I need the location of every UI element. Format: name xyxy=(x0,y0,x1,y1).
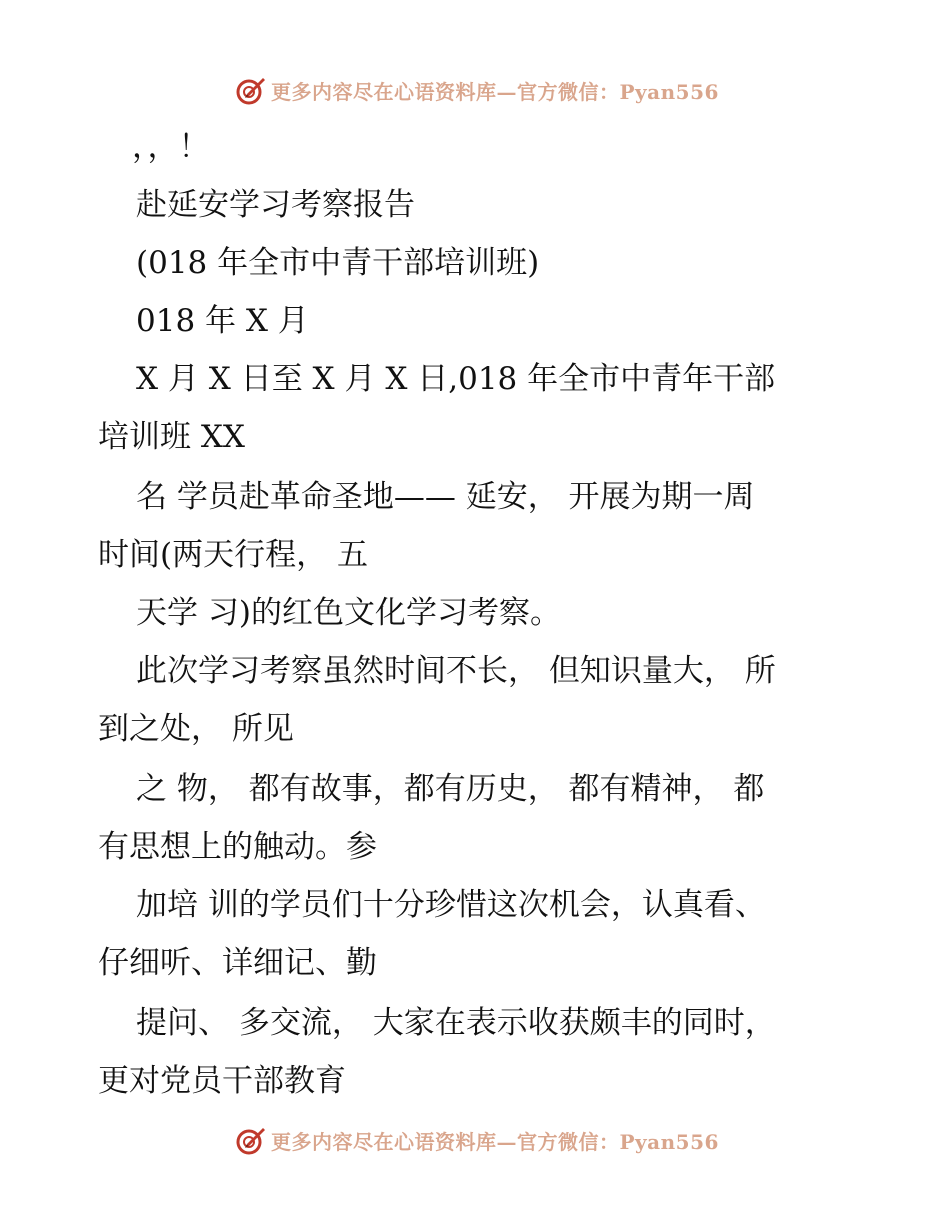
doc-line: 名 学员赴革命圣地—— 延安， 开展为期一周 xyxy=(136,479,755,515)
doc-line: 提问、 多交流， 大家在表示收获颇丰的同时， xyxy=(136,1005,776,1041)
doc-line: 之 物， 都有故事，都有历史， 都有精神， 都 xyxy=(136,771,765,807)
doc-subtitle: (018 年全市中青干部培训班) xyxy=(136,245,540,281)
doc-line: 天学 习)的红色文化学习考察。 xyxy=(136,595,561,631)
brush-logo-icon xyxy=(235,1124,267,1156)
banner-text: 更多内容尽在心语资料库—官方微信：Pyan556 xyxy=(271,79,719,104)
doc-line: 更对党员干部教育 xyxy=(98,1063,346,1099)
doc-line: 此次学习考察虽然时间不长， 但知识量大， 所 xyxy=(136,653,776,689)
doc-line: 到之处， 所见 xyxy=(98,711,294,747)
doc-date: 018 年 X 月 xyxy=(136,303,309,339)
footer-banner xyxy=(0,1120,950,1160)
banner-text: 更多内容尽在心语资料库—官方微信：Pyan556 xyxy=(271,1129,719,1154)
doc-line: 时间(两天行程， 五 xyxy=(98,537,368,573)
doc-line: 加培 训的学员们十分珍惜这次机会，认真看、 xyxy=(136,887,766,923)
brush-logo-icon xyxy=(235,74,267,106)
doc-line: 培训班 XX xyxy=(98,419,245,455)
header-banner xyxy=(0,70,950,110)
doc-line: 仔细听、详细记、勤 xyxy=(98,945,377,981)
doc-line: ，，！ xyxy=(132,129,210,165)
doc-title: 赴延安学习考察报告 xyxy=(136,187,415,223)
doc-line: X 月 X 日至 X 月 X 日,018 年全市中青年干部 xyxy=(136,361,776,397)
doc-line: 有思想上的触动。参 xyxy=(98,829,377,865)
